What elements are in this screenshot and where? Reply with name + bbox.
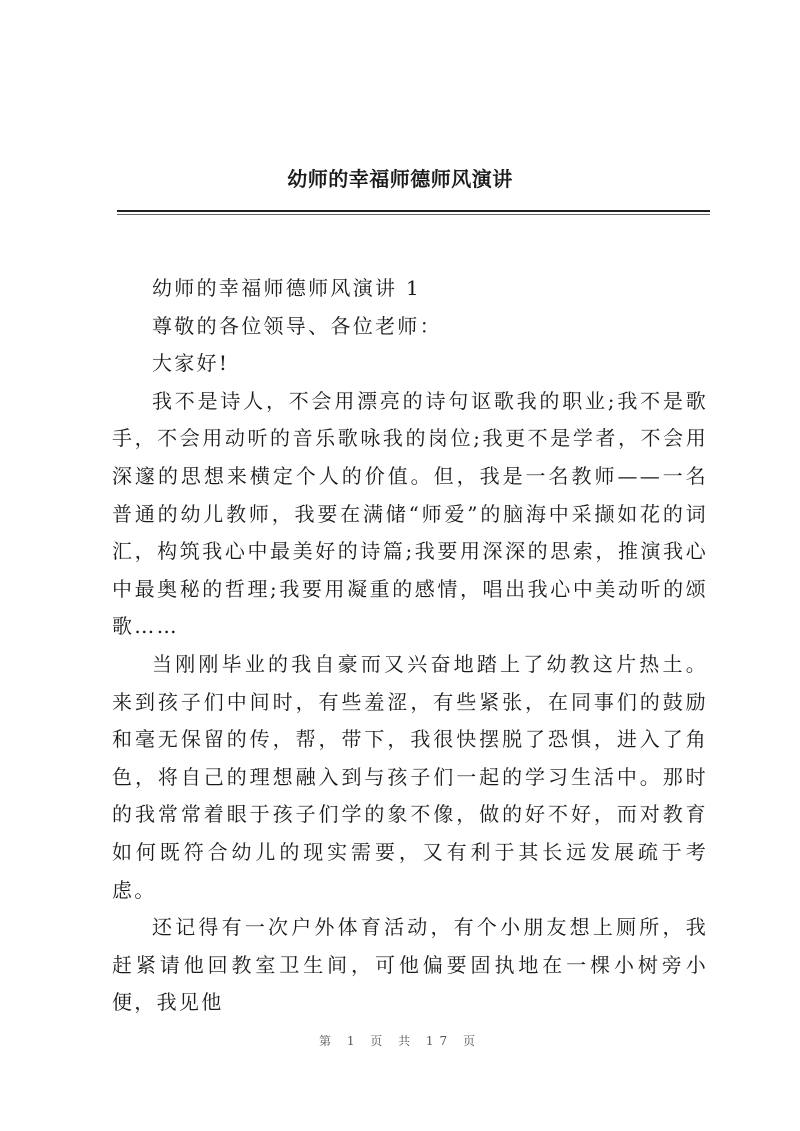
- greeting: 大家好!: [152, 351, 230, 376]
- page-number: 第 1 页 共 17 页: [319, 1034, 481, 1048]
- title-divider-thin: [117, 214, 710, 215]
- section-heading: 幼师的幸福师德师风演讲 1: [152, 276, 421, 300]
- document-title: 幼师的幸福师德师风演讲: [287, 167, 513, 191]
- body-paragraph: 还记得有一次户外体育活动，有个小朋友想上厕所，我赶紧请他回教室卫生间，可他偏要固执地在一棵小树旁小便，我见他: [112, 915, 708, 1015]
- body-paragraph: 我不是诗人，不会用漂亮的诗句讴歌我的职业;我不是歌手，不会用动听的音乐歌咏我的岗位;我更不是学者，不会用深邃的思想来横定个人的价值。但，我是一名教师——一名普通的幼儿教师，我要在满储“师爱”的脑海中采撷如花的词汇，构筑我心中最美好的诗篇;我要用深深的思索，推演我心中最奥秘的哲理;我要用凝重的感情，唱出我心中美动听的颂歌……: [112, 388, 708, 639]
- body-paragraph: 当刚刚毕业的我自豪而又兴奋地踏上了幼教这片热土。来到孩子们中间时，有些羞涩，有些紧张，在同事们的鼓励和毫无保留的传，帮，带下，我很快摆脱了恐惧，进入了角色，将自己的理想融入到与孩子们一起的学习生活中。那时的我常常着眼于孩子们学的象不像，做的好不好，而对教育如何既符合幼儿的现实需要，又有利于其长远发展疏于考虑。: [112, 651, 708, 902]
- title-divider: [117, 210, 710, 212]
- salutation: 尊敬的各位领导、各位老师：: [152, 313, 442, 338]
- document-body: [112, 270, 708, 1022]
